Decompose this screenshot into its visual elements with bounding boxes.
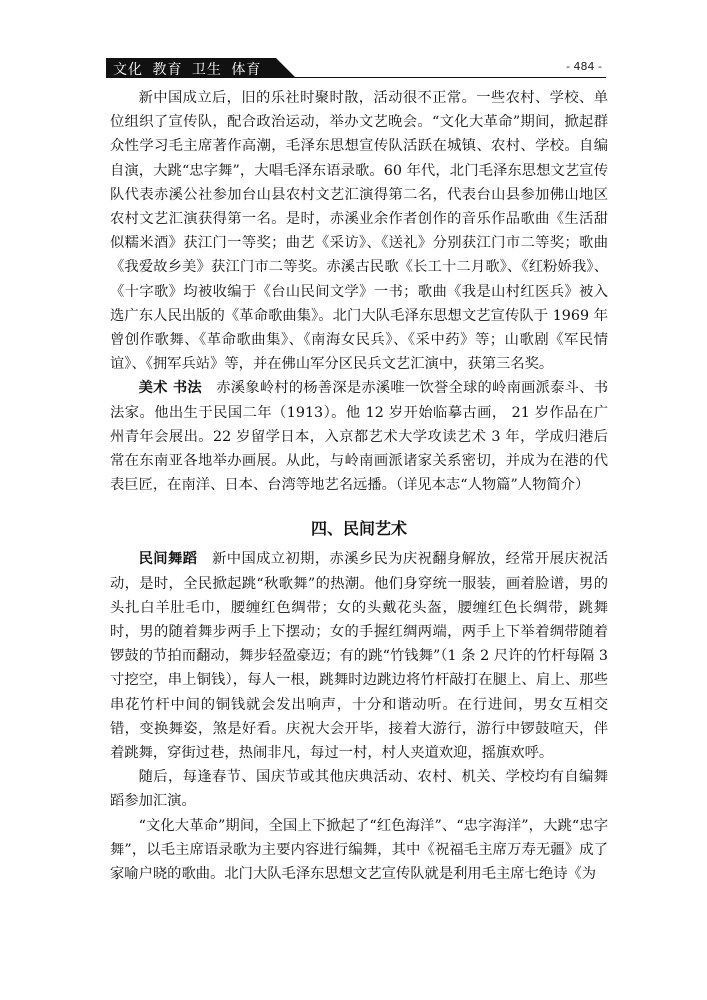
folk-dance-paragraph bbox=[110, 547, 608, 765]
art-calligraphy-lead: 美术 书法 bbox=[138, 380, 202, 397]
art-calligraphy-spacer bbox=[202, 380, 216, 396]
folk-dance-lead: 民间舞蹈 bbox=[138, 551, 198, 568]
section-heading: 四、民间艺术 bbox=[310, 519, 407, 539]
art-calligraphy-text: 赤溪象岭村的杨善深是赤溪唯一饮誉全球的岭南画派泰斗、书法家。他出生于民国二年（1913）。他 12 岁开始临摹古画， 21 岁作品在广州青年会展出。22 岁留学日本，入京都艺术大学攻读艺术 3 年，学成归港后常在东南亚各地举办画展。从此，与岭南画派诸家关系密切，并成为在港的代表巨匠，在南洋、日本、台湾等地艺名远播。（详见本志“人物篇”人物简介） bbox=[110, 380, 608, 494]
art-calligraphy-paragraph bbox=[110, 376, 608, 497]
header-title: 文化 教育 卫生 体育 bbox=[113, 62, 262, 78]
folk-dance-text: 新中国成立初期，赤溪乡民为庆祝翻身解放，经常开展庆祝活动，是时，全民掀起跳“秋歌舞”的热潮。他们身穿统一服装，画着脸谱，男的头扎白羊肚毛巾，腰缠红色绸带；女的头戴花头盔，腰缠红色长绸带，跳舞时，男的随着舞步两手上下摆动；女的手握红绸两端，两手上下举着绸带随着锣鼓的节拍而翻动，舞步轻盈豪迈；有的跳“竹钱舞”（1 条 2 尺许的竹杆每隔 3 寸挖空，串上铜钱），每人一根，跳舞时边跳边将竹杆敲打在腿上、肩上、那些串花竹杆中间的铜钱就会发出响声，十分和谐动听。在行进间，男女互相交错，变换舞姿，煞是好看。庆祝大会开毕，接着大游行，游行中锣鼓喧天，伴着跳舞，穿街过巷，热闹非凡，每过一村，村人夹道欢迎，摇旗欢呼。 bbox=[110, 551, 609, 762]
header-rule bbox=[292, 77, 606, 78]
body-paragraph: “文化大革命”期间，全国上下掀起了“红色海洋”、“忠字海洋”，大跳“忠字舞”，以毛主席语录歌为主要内容进行编舞，其中《祝福毛主席万寿无疆》成了家喻户晓的歌曲。北门大队毛泽东思想文艺宣传队就是利用毛主席七绝诗《为 bbox=[110, 817, 608, 883]
page-number: - 484 - bbox=[566, 60, 602, 73]
page-body bbox=[110, 86, 608, 886]
running-header bbox=[106, 58, 606, 80]
body-paragraph: 新中国成立后，旧的乐社时聚时散，活动很不正常。一些农村、学校、单位组织了宣传队，配合政治运动，举办文艺晚会。“文化大革命”期间，掀起群众性学习毛主席著作高潮，毛泽东思想宣传队活跃在城镇、农村、学校。自编自演，大跳“忠字舞”，大唱毛泽东语录歌。60 年代，北门毛泽东思想文艺宣传队代表赤溪公社参加台山县农村文艺汇演得第二名，代表台山县参加佛山地区农村文艺汇演获得第一名。是时，赤溪业余作者创作的音乐作品歌曲《生活甜似糯米酒》获江门一等奖；曲艺《采访》、《送礼》分别获江门市二等奖；歌曲《我爱故乡美》获江门市二等奖。赤溪古民歌《长工十二月歌》、《红粉娇我》、《十字歌》均被收编于《台山民间文学》一书；歌曲《我是山村红医兵》被入选广东人民出版的《革命歌曲集》。北门大队毛泽东思想文艺宣传队于 1969 年曾创作歌舞、《革命歌曲集》、《南海女民兵》、《采中药》等；山歌剧《军民情谊》、《拥军兵站》等，并在佛山军分区民兵文艺汇演中，获第三名奖。 bbox=[110, 90, 608, 373]
body-paragraph: 随后，每逢春节、国庆节或其他庆典活动、农村、机关、学校均有自编舞蹈参加汇演。 bbox=[110, 769, 608, 810]
folk-dance-spacer bbox=[197, 551, 212, 567]
